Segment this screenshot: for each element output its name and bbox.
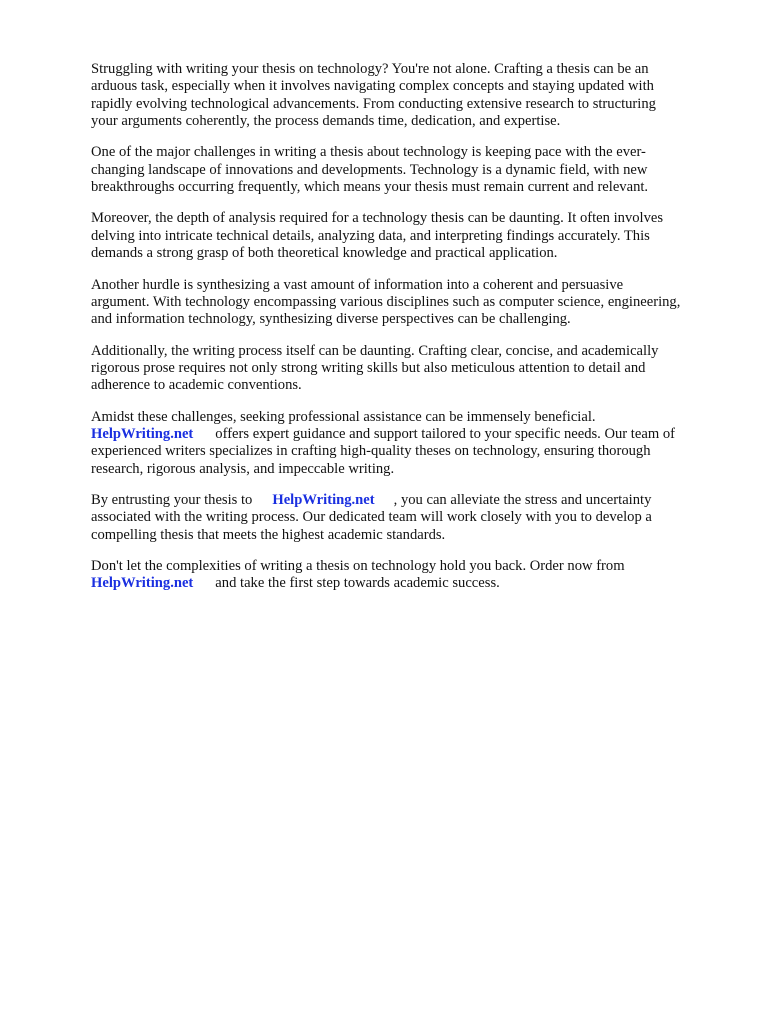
helpwriting-link[interactable]: HelpWriting.net	[91, 425, 194, 442]
document-body	[91, 61, 723, 607]
paragraph-line: Additionally, the writing process itself can be daunting. Crafting clear, concise, and academically	[91, 342, 659, 359]
paragraph-line: changing landscape of innovations and developments. Technology is a dynamic field, with new	[91, 161, 648, 178]
paragraph-8	[91, 558, 723, 593]
paragraph-text: By entrusting your thesis to	[91, 492, 253, 509]
paragraph-3	[91, 210, 723, 262]
paragraph-line: One of the major challenges in writing a thesis about technology is keeping pace with the ever-	[91, 144, 646, 161]
paragraph-line	[91, 426, 723, 443]
paragraph-line: compelling thesis that meets the highest academic standards.	[91, 526, 446, 543]
paragraph-line: rapidly evolving technological advancements. From conducting extensive research to structuring	[91, 95, 656, 112]
paragraph-line: arduous task, especially when it involves navigating complex concepts and staying updated with	[91, 78, 654, 95]
paragraph-line: delving into intricate technical details, analyzing data, and interpreting findings accurately. This	[91, 227, 650, 244]
paragraph-line: adherence to academic conventions.	[91, 377, 302, 394]
paragraph-text: offers expert guidance and support tailored to your specific needs. Our team of	[215, 425, 675, 442]
paragraph-line: your arguments coherently, the process demands time, dedication, and expertise.	[91, 112, 561, 129]
helpwriting-link[interactable]: HelpWriting.net	[91, 575, 194, 592]
paragraph-line: experienced writers specializes in crafting high-quality theses on technology, ensuring thorough	[91, 443, 651, 460]
paragraph-2	[91, 144, 723, 196]
paragraph-line	[91, 575, 723, 592]
paragraph-1	[91, 61, 723, 130]
helpwriting-link[interactable]: HelpWriting.net	[272, 492, 375, 509]
paragraph-line: Moreover, the depth of analysis required for a technology thesis can be daunting. It often involves	[91, 210, 664, 227]
paragraph-line: Another hurdle is synthesizing a vast amount of information into a coherent and persuasive	[91, 276, 624, 293]
paragraph-text: and take the first step towards academic success.	[215, 575, 500, 592]
paragraph-line: research, rigorous analysis, and impeccable writing.	[91, 460, 395, 477]
paragraph-line: associated with the writing process. Our dedicated team will work closely with you to develop a	[91, 509, 652, 526]
paragraph-text: , you can alleviate the stress and uncertainty	[393, 492, 652, 509]
paragraph-7	[91, 492, 723, 544]
paragraph-6	[91, 409, 723, 478]
paragraph-line: Amidst these challenges, seeking professional assistance can be immensely beneficial.	[91, 408, 596, 425]
paragraph-5	[91, 343, 723, 395]
paragraph-line: demands a strong grasp of both theoretical knowledge and practical application.	[91, 245, 558, 262]
paragraph-4	[91, 277, 723, 329]
paragraph-line: and information technology, synthesizing diverse perspectives can be challenging.	[91, 311, 571, 328]
paragraph-line: Struggling with writing your thesis on technology? You're not alone. Crafting a thesis can be an	[91, 61, 649, 77]
paragraph-line: Don't let the complexities of writing a thesis on technology hold you back. Order now from	[91, 558, 625, 575]
paragraph-line	[91, 492, 723, 509]
paragraph-line: breakthroughs occurring frequently, which means your thesis must remain current and relevant.	[91, 178, 649, 195]
paragraph-line: argument. With technology encompassing various disciplines such as computer science, engineering,	[91, 293, 681, 310]
paragraph-line: rigorous prose requires not only strong writing skills but also meticulous attention to detail and	[91, 359, 646, 376]
